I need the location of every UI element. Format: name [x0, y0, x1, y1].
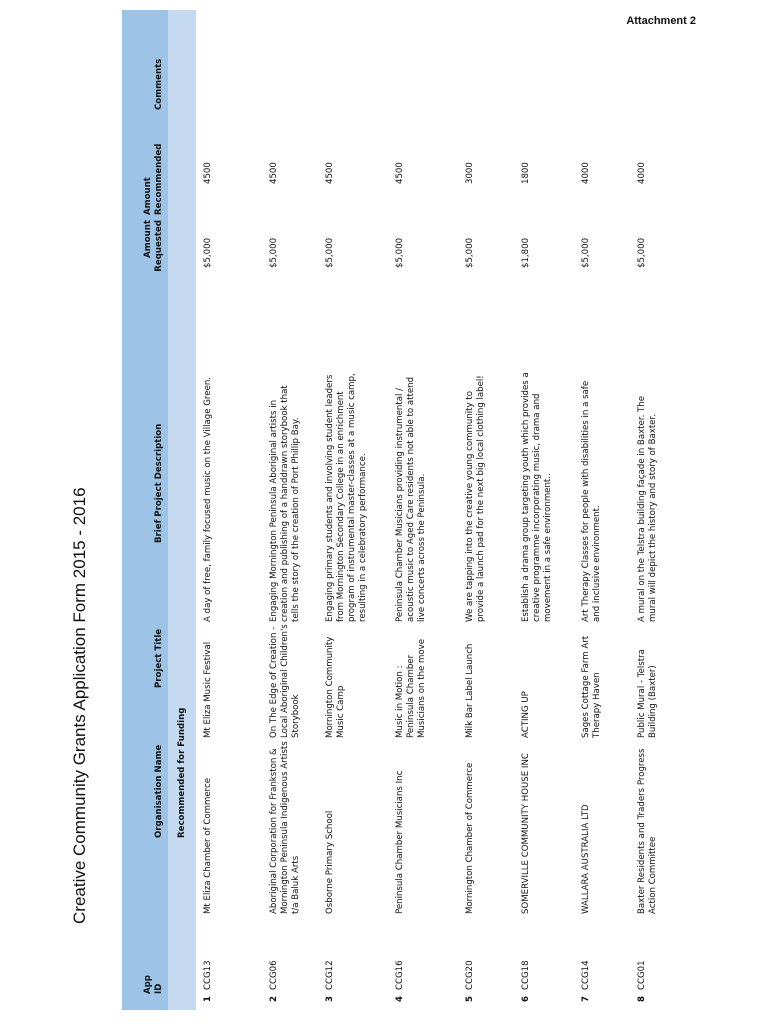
- cell-project-title: Sages Cottage Farm Art Therapy Haven: [581, 635, 602, 738]
- cell-organisation: Baxter Residents and Traders Progress Action Committee: [637, 748, 658, 914]
- cell-project-title: ACTING UP: [521, 691, 531, 738]
- cell-organisation: Mt Eliza Chamber of Commerce: [203, 778, 213, 914]
- row-number: 3: [325, 996, 335, 1002]
- cell-description: Art Therapy Classes for people with disabilities in a safe and inclusive environment.: [581, 380, 602, 622]
- cell-amount-requested: $5,000: [269, 237, 279, 268]
- cell-amount-recommended: 4000: [581, 162, 591, 184]
- cell-description: A mural on the Telstra building façade in Baxter. The mural will depict the history and story of Baxter.: [637, 395, 658, 622]
- cell-app-id: CCG18: [521, 960, 531, 990]
- cell-amount-recommended: 1800: [521, 162, 531, 184]
- row-number: 5: [465, 996, 475, 1002]
- table-row: [630, 10, 680, 1010]
- cell-amount-requested: $1,800: [521, 237, 531, 268]
- cell-project-title: On The Edge of Creation - Local Aboriginal Children's Storybook: [269, 624, 301, 738]
- cell-app-id: CCG20: [465, 960, 475, 990]
- cell-app-id: CCG12: [325, 960, 335, 990]
- header-organisation: Organisation Name: [154, 744, 164, 838]
- table-row: [458, 10, 514, 1010]
- cell-description: Peninsula Chamber Musicians providing instrumental / acoustic music to Aged Care residents not able to attend live concerts across the Peninsula.: [395, 376, 427, 622]
- cell-organisation: Peninsula Chamber Musicians Inc: [395, 770, 405, 914]
- cell-amount-requested: $5,000: [395, 237, 405, 268]
- cell-app-id: CCG16: [395, 960, 405, 990]
- table-row: [196, 10, 262, 1010]
- header-amount-requested: Amount Requested: [143, 220, 164, 272]
- table-row: [388, 10, 458, 1010]
- cell-project-title: Milk Bar Label Launch: [465, 643, 475, 738]
- cell-amount-requested: $5,000: [203, 237, 213, 268]
- attachment-label: Attachment 2: [626, 15, 696, 27]
- header-amount-recommended: Amount Recommended: [143, 143, 164, 215]
- cell-organisation: Osborne Primary School: [325, 810, 335, 914]
- cell-description: Establish a drama group targeting youth which provides a creative programme incorporating music, drama and movement in a safe environment..: [521, 372, 553, 622]
- table-row: [262, 10, 318, 1010]
- cell-app-id: CCG14: [581, 960, 591, 990]
- cell-amount-requested: $5,000: [637, 237, 647, 268]
- cell-description: We are tapping into the creative young community to provide a launch pad for the next big local clothing label!: [465, 375, 486, 622]
- cell-app-id: CCG01: [637, 960, 647, 990]
- cell-amount-recommended: 4500: [203, 162, 213, 184]
- cell-description: Engaging Mornington Peninsula Aboriginal artists in creation and publishing of a handdrawn storybook that tells the story of the creation of Port Phillip Bay.: [269, 385, 301, 622]
- table-body: [196, 10, 680, 1010]
- cell-amount-recommended: 4500: [395, 162, 405, 184]
- cell-description: Engaging primary students and involving student leaders from Mornington Secondary College in an enrichment program of instrumental master-classes at a music camp, resulting in a celebratory performance.: [325, 373, 368, 622]
- table-row: [318, 10, 388, 1010]
- cell-project-title: Public Mural - Telstra Building (Baxter): [637, 649, 658, 738]
- cell-organisation: WALLARA AUSTRALIA LTD: [581, 804, 591, 914]
- table-row: [574, 10, 630, 1010]
- header-app-id: App ID: [143, 975, 164, 994]
- cell-amount-recommended: 3000: [465, 162, 475, 184]
- cell-amount-recommended: 4500: [325, 162, 335, 184]
- header-description: Brief Project Description: [154, 423, 164, 543]
- cell-app-id: CCG13: [203, 960, 213, 990]
- row-number: 6: [521, 996, 531, 1002]
- row-number: 8: [637, 996, 647, 1002]
- cell-amount-requested: $5,000: [465, 237, 475, 268]
- cell-amount-recommended: 4500: [269, 162, 279, 184]
- grants-table: [122, 10, 680, 1010]
- table-row: [514, 10, 574, 1010]
- row-number: 4: [395, 996, 405, 1002]
- cell-description: A day of free, family focused music on the Village Green.: [203, 377, 213, 622]
- table-header: [122, 10, 168, 1010]
- row-number: 7: [581, 996, 591, 1002]
- cell-amount-recommended: 4000: [637, 162, 647, 184]
- row-number: 1: [203, 996, 213, 1002]
- cell-project-title: Mt Eliza Music Festival: [203, 641, 213, 738]
- document-title: Creative Community Grants Application Form 2015 - 2016: [70, 487, 89, 924]
- row-number: 2: [269, 996, 279, 1002]
- section-recommended: [168, 10, 196, 1010]
- cell-organisation: Aboriginal Corporation for Frankston & Mornington Peninsula Indigenous Artists t/a Baluk Arts: [269, 741, 301, 914]
- header-project-title: Project Title: [154, 628, 164, 688]
- header-comments: Comments: [154, 58, 164, 110]
- cell-organisation: Mornington Chamber of Commerce: [465, 762, 475, 914]
- cell-organisation: SOMERVILLE COMMUNITY HOUSE INC: [521, 753, 531, 914]
- cell-project-title: Mornington Community Music Camp: [325, 636, 346, 738]
- cell-project-title: Music in Motion : Peninsula Chamber Musicians on the move: [395, 638, 427, 738]
- cell-app-id: CCG06: [269, 960, 279, 990]
- cell-amount-requested: $5,000: [581, 237, 591, 268]
- section-label: Recommended for Funding: [177, 707, 187, 838]
- cell-amount-requested: $5,000: [325, 237, 335, 268]
